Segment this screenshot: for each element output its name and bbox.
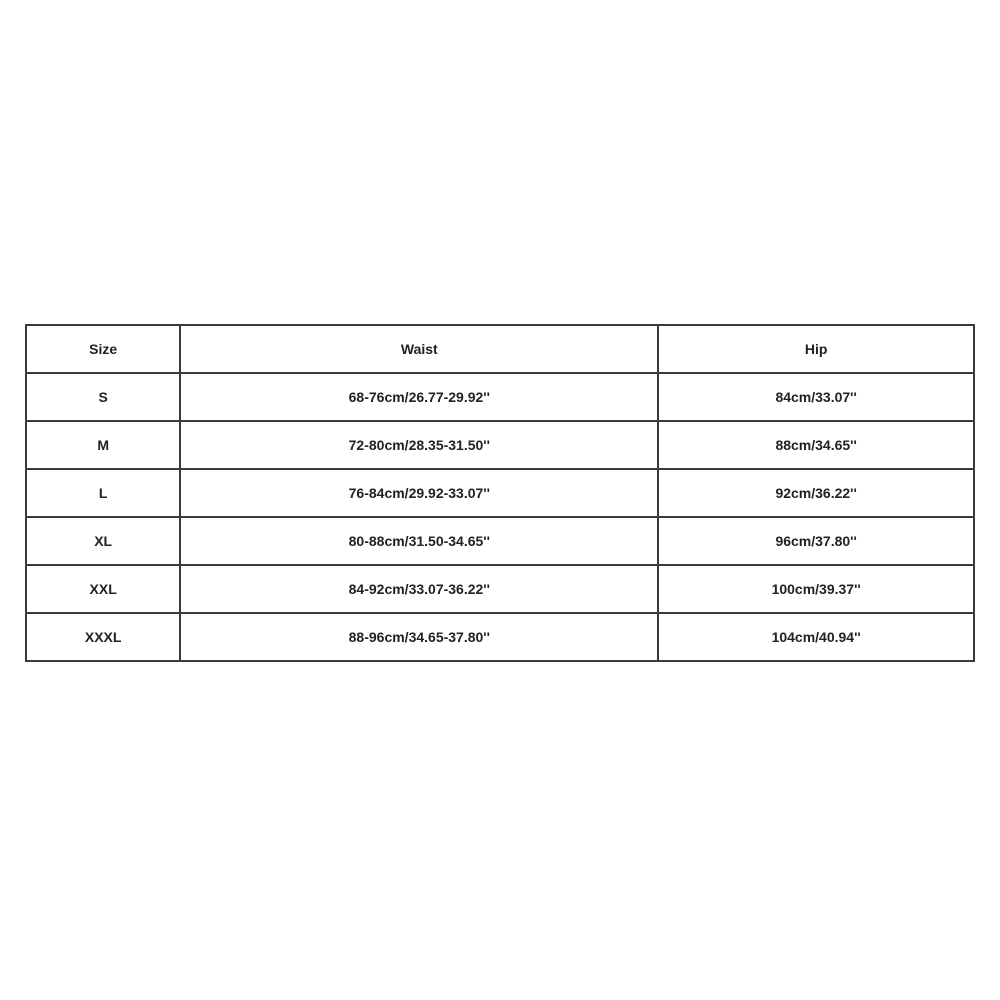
table-row (26, 613, 974, 661)
table-row (26, 469, 974, 517)
header-hip: Hip (658, 325, 974, 373)
cell-hip: 104cm/40.94'' (658, 613, 974, 661)
cell-waist: 80-88cm/31.50-34.65'' (180, 517, 658, 565)
cell-hip: 84cm/33.07'' (658, 373, 974, 421)
table-row (26, 373, 974, 421)
table-row (26, 565, 974, 613)
cell-hip: 100cm/39.37'' (658, 565, 974, 613)
cell-size: M (26, 421, 180, 469)
cell-size: XXL (26, 565, 180, 613)
cell-size: XXXL (26, 613, 180, 661)
cell-waist: 76-84cm/29.92-33.07'' (180, 469, 658, 517)
header-size: Size (26, 325, 180, 373)
cell-hip: 88cm/34.65'' (658, 421, 974, 469)
cell-waist: 88-96cm/34.65-37.80'' (180, 613, 658, 661)
cell-size: S (26, 373, 180, 421)
cell-hip: 92cm/36.22'' (658, 469, 974, 517)
table-row (26, 517, 974, 565)
header-waist: Waist (180, 325, 658, 373)
table-header-row (26, 325, 974, 373)
cell-size: L (26, 469, 180, 517)
cell-waist: 72-80cm/28.35-31.50'' (180, 421, 658, 469)
cell-waist: 84-92cm/33.07-36.22'' (180, 565, 658, 613)
size-chart-table (25, 324, 975, 662)
cell-waist: 68-76cm/26.77-29.92'' (180, 373, 658, 421)
table-row (26, 421, 974, 469)
cell-size: XL (26, 517, 180, 565)
cell-hip: 96cm/37.80'' (658, 517, 974, 565)
